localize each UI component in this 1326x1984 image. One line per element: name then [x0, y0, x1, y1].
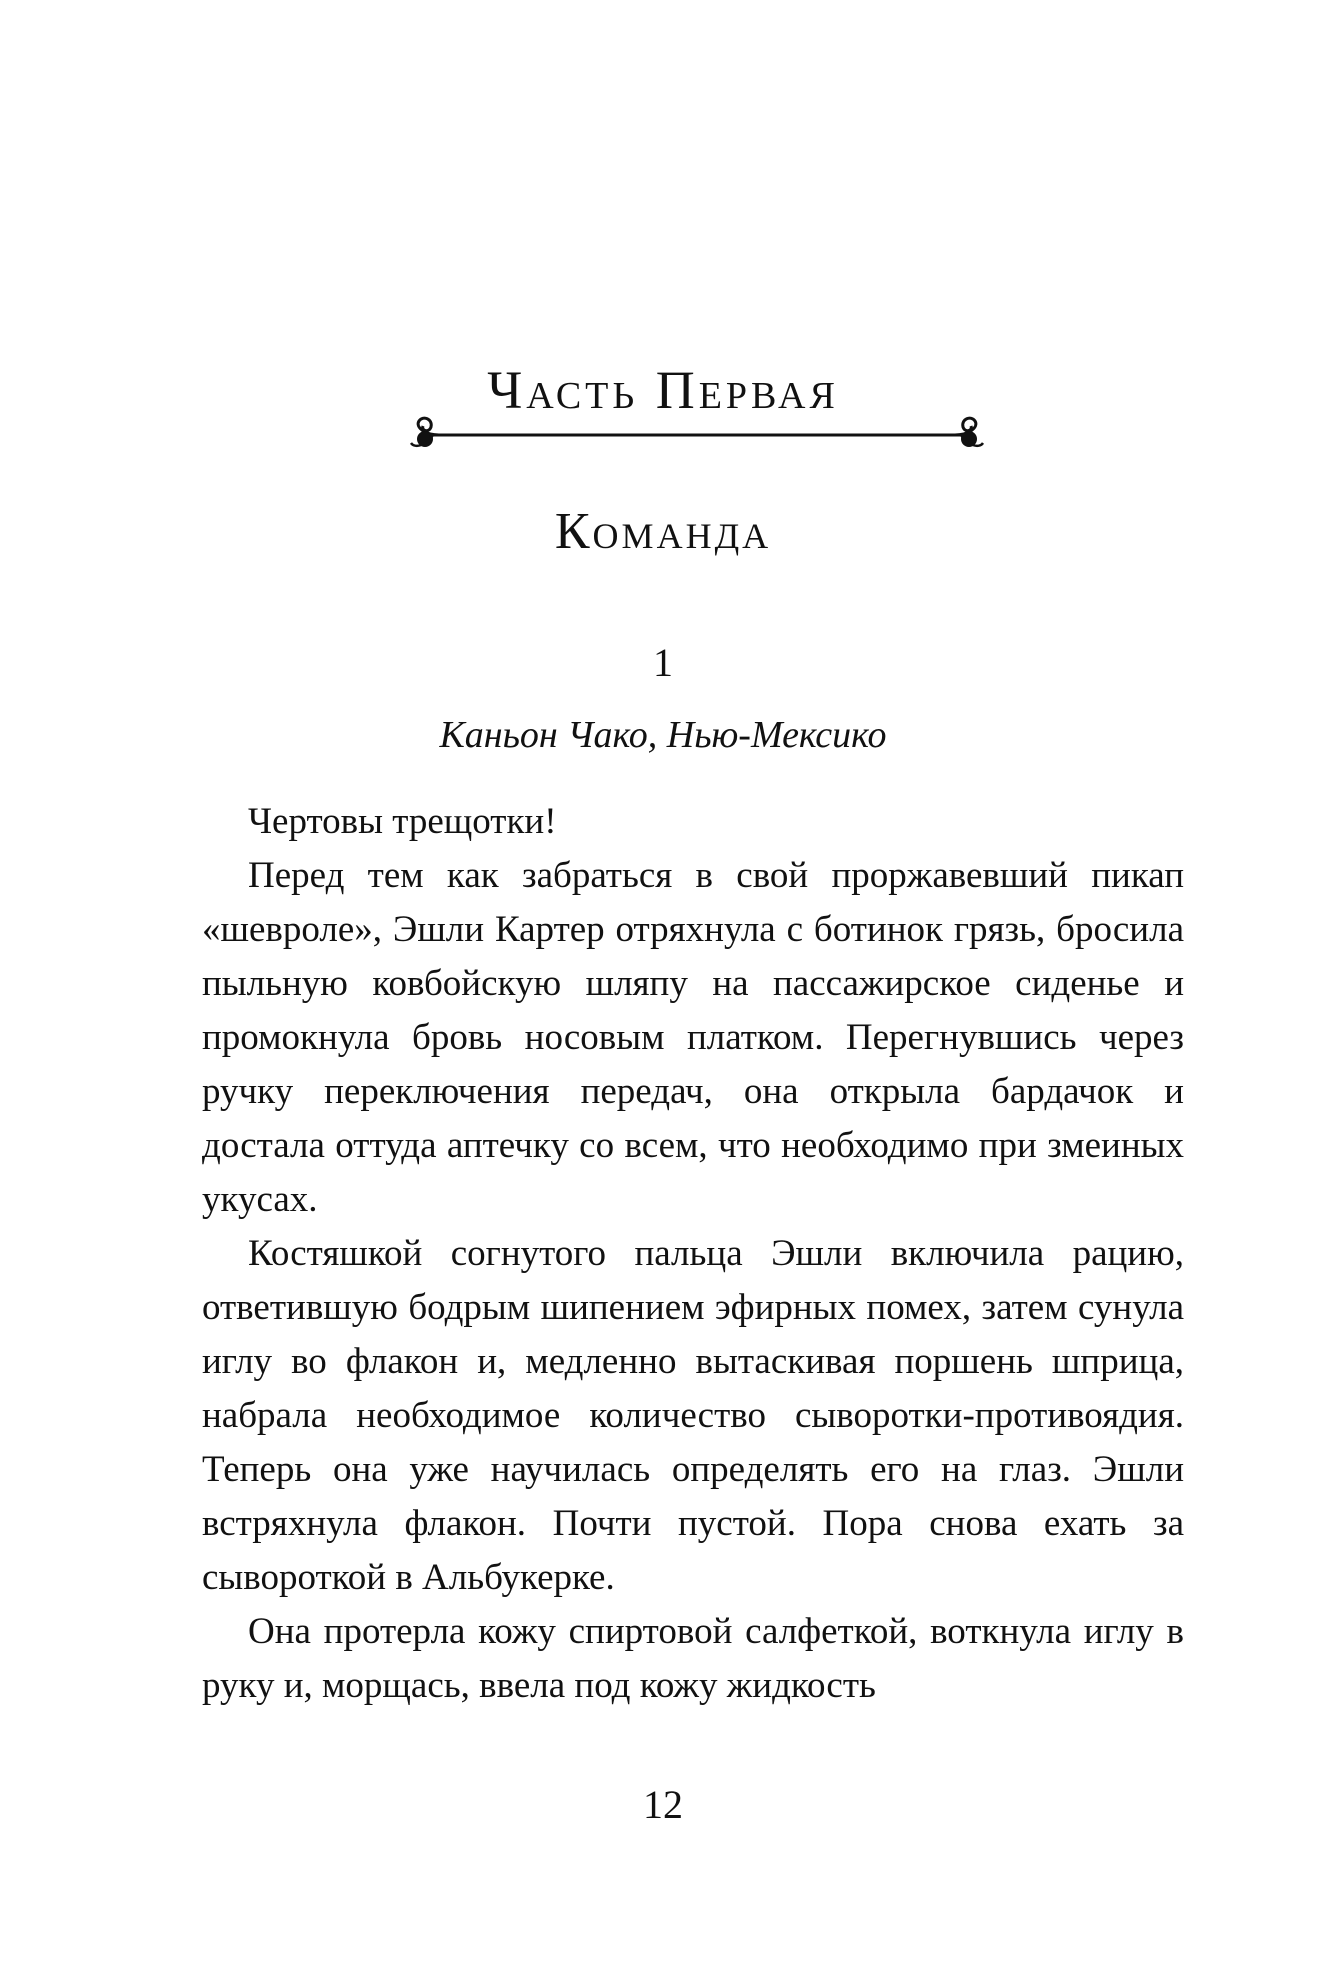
paragraph: Костяшкой согнутого пальца Эшли включила рацию, ответившую бодрым шипением эфирных помех, затем сунула иглу во флакон и, медленно вытаскивая поршень шприца, набрала необходимое количество сыворотки-противоядия. Теперь она уже научилась определять его на глаз. Эшли встряхнула флакон. Почти пустой. Пора снова ехать за сывороткой в Альбукерке. [202, 1233, 1184, 1598]
part-title: Часть Первая [487, 360, 839, 420]
chapter-name: Команда [554, 503, 772, 560]
chapter-number: 1 [653, 640, 673, 685]
paragraph: Она протерла кожу спиртовой салфеткой, воткнула иглу в руку и, морщась, ввела под кожу жидкость [202, 1611, 1184, 1706]
paragraph: Чертовы трещотки! [248, 801, 557, 842]
body-text [202, 795, 1184, 1713]
chapter-location: Каньон Чако, Нью-Мексико [439, 714, 887, 756]
page-number: 12 [643, 1782, 683, 1827]
ornamental-divider [405, 415, 989, 455]
paragraph: Перед тем как забраться в свой проржавевший пикап «шевроле», Эшли Картер отряхнула с ботинок грязь, бросила пыльную ковбойскую шляпу на пассажирское сиденье и промокнула бровь носовым платком. Перегнувшись через ручку переключения передач, она открыла бардачок и достала оттуда аптечку со всем, что необходимо при змеиных укусах. [202, 855, 1184, 1220]
